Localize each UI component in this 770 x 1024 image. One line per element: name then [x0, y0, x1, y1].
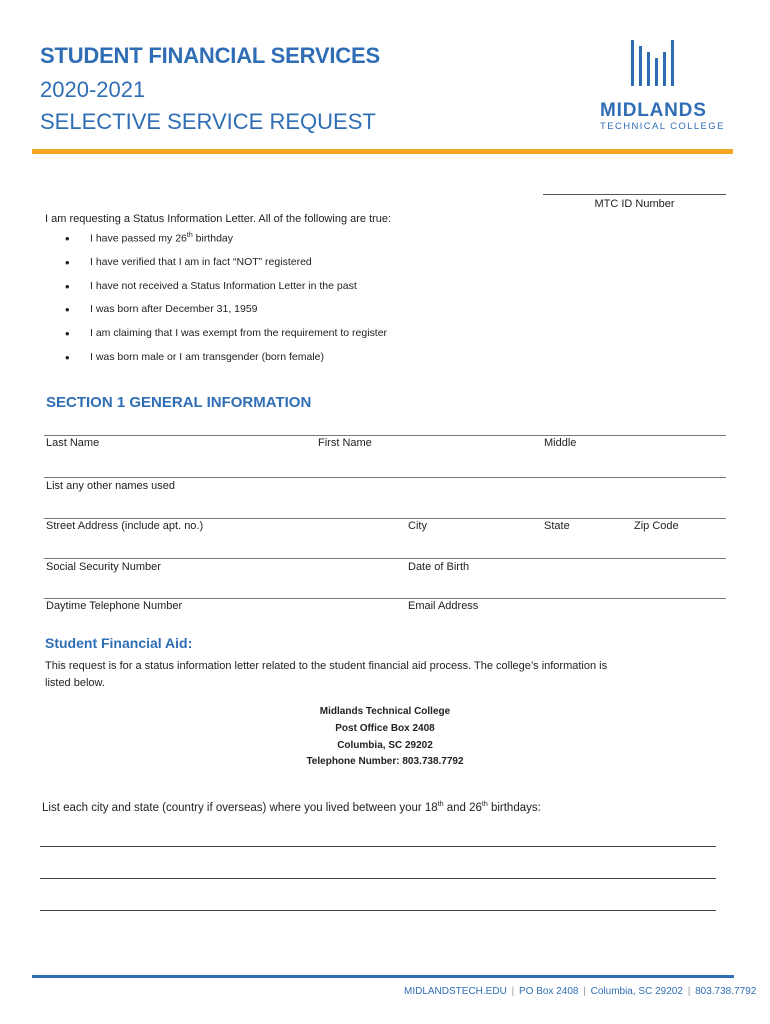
list-item: • I was born male or I am transgender (born female) — [44, 351, 387, 375]
list-item: • I have not received a Status Information Letter in the past — [44, 280, 387, 304]
email-label: Email Address — [408, 600, 479, 612]
title-line-1: STUDENT FINANCIAL SERVICES — [40, 43, 380, 68]
phone-email-input-line[interactable] — [44, 598, 726, 599]
mtc-id-input-line[interactable] — [543, 194, 726, 195]
title-line-3: SELECTIVE SERVICE REQUEST — [40, 109, 376, 134]
residence-input-line-2[interactable] — [40, 878, 716, 879]
other-names-label: List any other names used — [46, 480, 176, 492]
address-input-line[interactable] — [44, 518, 726, 519]
footer-po-box: PO Box 2408 — [518, 986, 579, 997]
residence-input-line-1[interactable] — [40, 846, 716, 847]
list-item: • I have passed my 26th birthday — [44, 232, 387, 256]
ssn-dob-input-line[interactable] — [44, 558, 726, 559]
criteria-list — [44, 232, 387, 375]
intro-text: I am requesting a Status Information Letter. All of the following are true: — [45, 213, 392, 225]
title-line-2: 2020-2021 — [40, 77, 146, 102]
list-item: • I am claiming that I was exempt from the requirement to register — [44, 327, 387, 351]
dob-label: Date of Birth — [408, 561, 470, 573]
footer-divider — [32, 975, 734, 978]
logo-subtitle: TECHNICAL COLLEGE — [600, 121, 725, 132]
street-label: Street Address (include apt. no.) — [46, 520, 204, 532]
section-1-title: SECTION 1 GENERAL INFORMATION — [46, 394, 312, 411]
state-label: State — [544, 520, 570, 532]
logo-name: MIDLANDS — [600, 100, 707, 121]
first-name-label: First Name — [318, 437, 372, 449]
list-item: • I have verified that I am in fact “NOT” registered — [44, 256, 387, 280]
footer-city: Columbia, SC 29202 — [590, 986, 683, 997]
residence-input-line-3[interactable] — [40, 910, 716, 911]
other-names-input-line[interactable] — [44, 477, 726, 478]
zip-label: Zip Code — [634, 520, 679, 532]
address-line-1: Midlands Technical College — [319, 706, 451, 717]
middle-label: Middle — [544, 437, 577, 449]
residence-prompt: List each city and state (country if overseas) where you lived between your 18th and 26th birthdays: — [42, 801, 541, 814]
footer: MIDLANDSTECH.EDU | PO Box 2408 | Columbia, SC 29202 | 803.738.7792 — [404, 986, 757, 997]
financial-aid-text: This request is for a status information letter related to the student financial aid process. The college’s information is listed below. — [45, 660, 608, 689]
footer-phone: 803.738.7792 — [695, 986, 757, 997]
mtc-id-label: MTC ID Number — [594, 198, 675, 210]
financial-aid-title: Student Financial Aid: — [45, 635, 193, 651]
college-logo-icon — [630, 36, 678, 90]
address-line-2: Post Office Box 2408 — [335, 723, 435, 734]
address-line-4: Telephone Number: 803.738.7792 — [306, 756, 464, 767]
phone-label: Daytime Telephone Number — [46, 600, 183, 612]
footer-website-link[interactable]: MIDLANDSTECH.EDU — [404, 986, 507, 997]
last-name-label: Last Name — [46, 437, 100, 449]
city-label: City — [408, 520, 427, 532]
address-line-3: Columbia, SC 29202 — [337, 740, 433, 751]
list-item: • I was born after December 31, 1959 — [44, 303, 387, 327]
header-divider — [32, 149, 733, 154]
ssn-label: Social Security Number — [46, 561, 161, 573]
name-input-line[interactable] — [44, 435, 726, 436]
